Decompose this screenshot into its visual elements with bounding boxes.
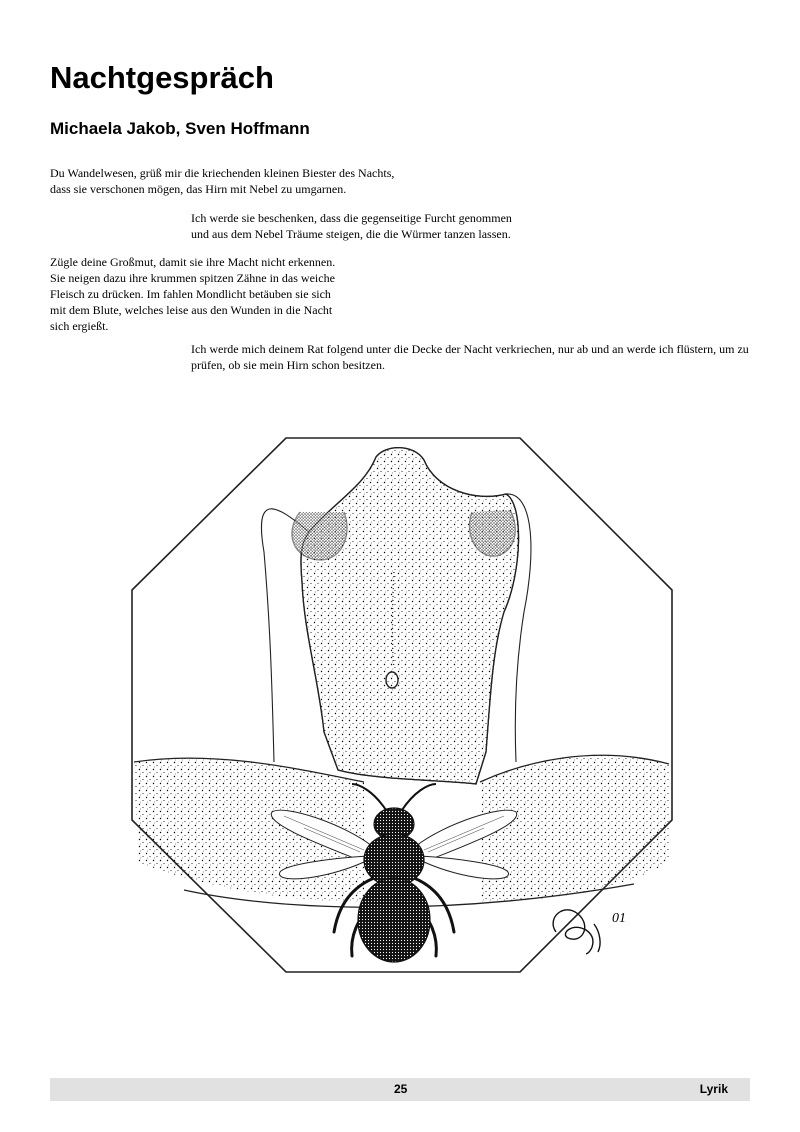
poem-line: Zügle deine Großmut, damit sie ihre Macht nicht erkennen. — [50, 255, 336, 269]
poem-line: prüfen, ob sie mein Hirn schon besitzen. — [191, 358, 385, 372]
poem-line: Sie neigen dazu ihre krummen spitzen Zähne in das weiche — [50, 271, 335, 285]
page-number: 25 — [394, 1082, 408, 1096]
poem-line: Ich werde mich deinem Rat folgend unter die Decke der Nacht verkriechen, nur ab und an werde ich flüstern, um zu — [191, 342, 749, 356]
article-authors: Michaela Jakob, Sven Hoffmann — [50, 119, 310, 138]
poem-line: Ich werde sie beschenken, dass die gegenseitige Furcht genommen — [191, 211, 512, 225]
poem-line: dass sie verschonen mögen, das Hirn mit Nebel zu umgarnen. — [50, 182, 347, 196]
octagon-illustration — [124, 432, 680, 978]
section-name: Lyrik — [699, 1082, 728, 1096]
poem-line: mit dem Blute, welches leise aus den Wunden in die Nacht — [50, 303, 333, 317]
signature-year: 01 — [612, 911, 626, 926]
poem-stanza-3 — [50, 254, 335, 334]
poem-line: und aus dem Nebel Träume steigen, die die Würmer tanzen lassen. — [191, 227, 511, 241]
poem-stanza-2 — [191, 210, 512, 242]
poem-line: sich ergießt. — [50, 319, 109, 333]
poem-stanza-4 — [191, 341, 749, 373]
page-footer — [50, 1078, 750, 1101]
poem-line: Du Wandelwesen, grüß mir die kriechenden kleinen Biester des Nachts, — [50, 166, 395, 180]
article-title: Nachtgespräch — [50, 60, 274, 95]
poem-stanza-1 — [50, 165, 394, 197]
poem-line: Fleisch zu drücken. Im fahlen Mondlicht betäuben sie sich — [50, 287, 331, 301]
